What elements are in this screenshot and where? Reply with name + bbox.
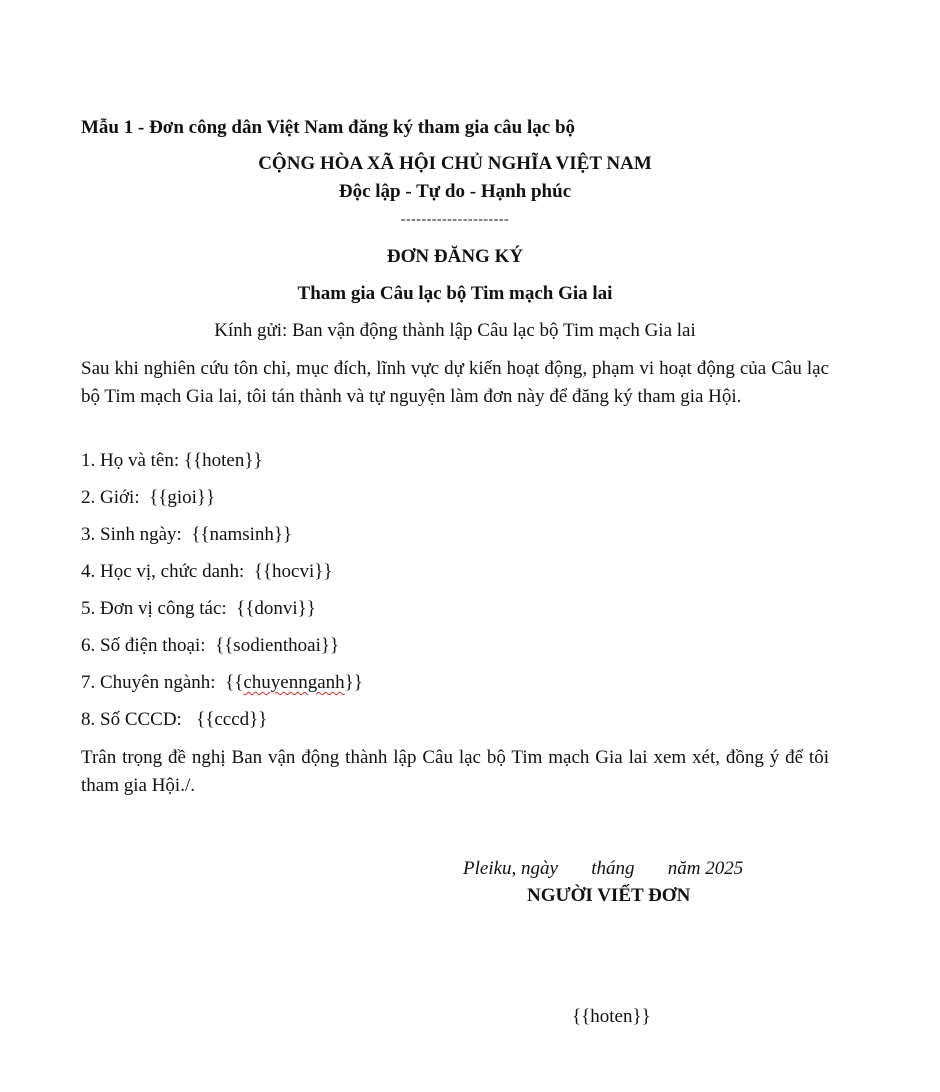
field-value-suffix: }} [344,672,363,693]
field-label: 3. Sinh ngày: [81,524,192,545]
field-row-chuyennganh [81,671,363,695]
document-subtitle: Tham gia Câu lạc bộ Tim mạch Gia lai [297,283,613,304]
field-value: {{donvi}} [236,598,316,619]
signer-title: NGƯỜI VIẾT ĐƠN [527,885,691,906]
national-motto: Độc lập - Tự do - Hạnh phúc [338,181,572,202]
field-row-namsinh [81,523,292,547]
field-row-cccd [81,708,267,732]
field-label: 7. Chuyên ngành: [81,672,226,693]
field-value: {{hocvi}} [253,561,333,582]
field-label: 8. Số CCCD: [81,709,197,730]
field-label: 5. Đơn vị công tác: [81,598,237,619]
field-row-donvi [81,597,316,621]
field-value: {{sodienthoai}} [215,635,340,656]
field-row-sodienthoai [81,634,339,658]
field-label: 6. Số điện thoại: [81,635,216,656]
field-value: {{hoten}} [183,450,263,471]
intro-paragraph: Sau khi nghiên cứu tôn chỉ, mục đích, lĩnh vực dự kiến hoạt động, phạm vi hoạt động của Câu lạc bộ Tim mạch Gia lai, tôi tán thành và tự nguyện làm đơn này để đăng ký tham gia Hội. [81,358,829,407]
field-label: 1. Họ và tên: [81,450,184,471]
national-title: CỘNG HÒA XÃ HỘI CHỦ NGHĨA VIỆT NAM [258,153,652,174]
form-label: Mẫu 1 - Đơn công dân Việt Nam đăng ký tham gia câu lạc bộ [81,117,576,138]
field-label: 2. Giới: [81,487,150,508]
motto-divider: --------------------- [400,212,510,227]
field-value-prefix: {{ [225,672,244,693]
field-label: 4. Học vị, chức danh: [81,561,254,582]
closing-paragraph: Trân trọng đề nghị Ban vận động thành lập Câu lạc bộ Tim mạch Gia lai xem xét, đồng ý để tôi tham gia Hội./. [81,747,829,796]
field-row-hoten [81,449,263,473]
field-row-hocvi [81,560,333,584]
field-value: {{gioi}} [149,487,216,508]
place-date: Pleiku, ngày tháng năm 2025 [463,858,744,879]
field-value: {{cccd}} [196,709,268,730]
field-value-spellcheck-flagged: chuyennganh [243,672,345,693]
document-title: ĐƠN ĐĂNG KÝ [386,246,524,267]
field-row-gioi [81,486,215,510]
addressee: Kính gửi: Ban vận động thành lập Câu lạc bộ Tim mạch Gia lai [214,320,696,341]
field-value: {{namsinh}} [191,524,293,545]
signer-name: {{hoten}} [572,1006,651,1027]
